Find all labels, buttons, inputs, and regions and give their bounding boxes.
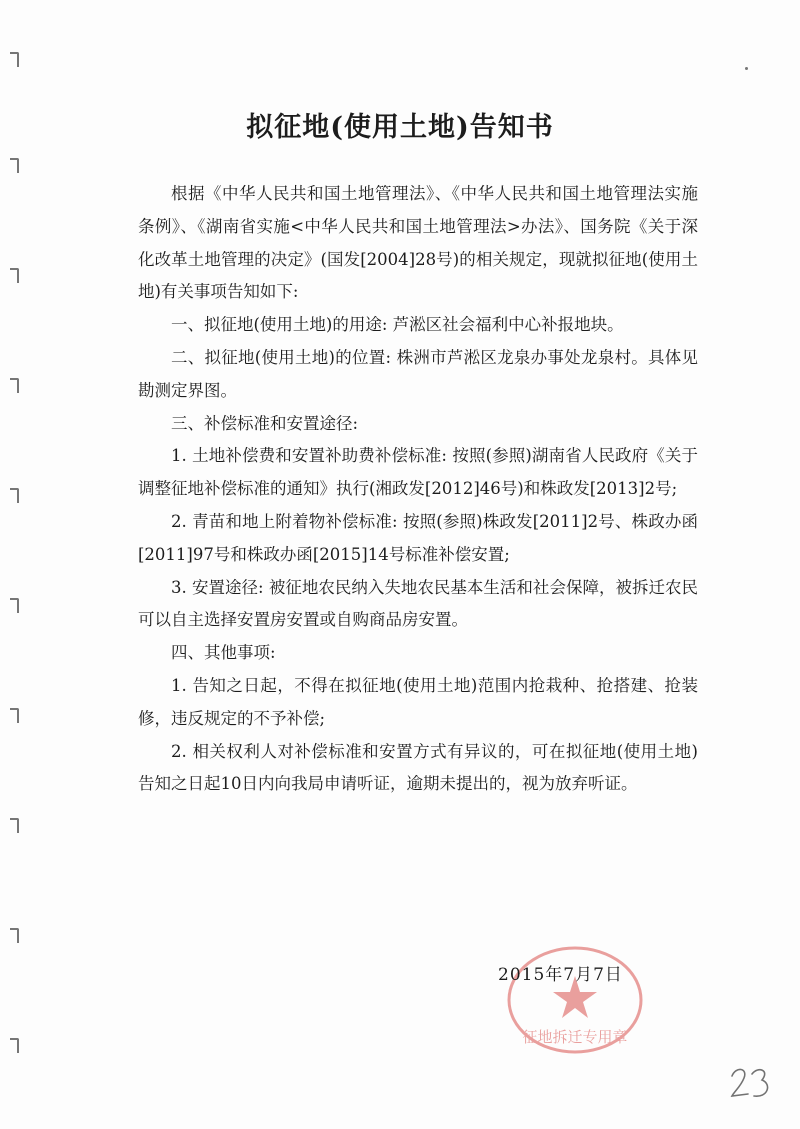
- section-4-item-2: 2. 相关权利人对补偿标准和安置方式有异议的，可在拟征地(使用土地)告知之日起10日内向我局申请听证，逾期未提出的，视为放弃听证。: [138, 741, 698, 794]
- section-3-item-2: 2. 青苗和地上附着物补偿标准: 按照(参照)株政发[2011]2号、株政办函[2011]97号和株政办函[2015]14号标准补偿安置;: [138, 511, 698, 564]
- binding-hole-mark: [10, 1038, 19, 1053]
- section-3-item-1: 1. 土地补偿费和安置补助费补偿标准: 按照(参照)湖南省人民政府《关于调整征地补偿标准的通知》执行(湘政发[2012]46号)和株政发[2013]2号;: [138, 446, 698, 499]
- document-body: [138, 178, 698, 801]
- scan-speck: [745, 67, 748, 70]
- intro-paragraph: 根据《中华人民共和国土地管理法》、《中华人民共和国土地管理法实施条例》、《湖南省实施<中华人民共和国土地管理法>办法》、国务院《关于深化改革土地管理的决定》(国发[2004]28号)的相关规定，现就拟征地(使用土地)有关事项告知如下:: [138, 184, 698, 302]
- binding-hole-mark: [10, 158, 19, 173]
- document-date: 2015年7月7日: [498, 965, 623, 985]
- binding-hole-mark: [10, 378, 19, 393]
- binding-hole-mark: [10, 818, 19, 833]
- binding-hole-mark: [10, 268, 19, 283]
- binding-hole-mark: [10, 488, 19, 503]
- binding-hole-mark: [10, 598, 19, 613]
- section-3-item-3: 3. 安置途径: 被征地农民纳入失地农民基本生活和社会保障，被拆迁农民可以自主选择安置房安置或自购商品房安置。: [138, 577, 698, 630]
- official-seal: [500, 938, 650, 1056]
- section-1-purpose: 一、拟征地(使用土地)的用途: 芦淞区社会福利中心补报地块。: [171, 315, 624, 335]
- section-3-heading: 三、补偿标准和安置途径:: [171, 413, 359, 433]
- handwritten-page-number: [728, 1062, 772, 1112]
- document-title: 拟征地(使用土地)告知书: [246, 112, 554, 143]
- binding-hole-mark: [10, 928, 19, 943]
- binding-hole-mark: [10, 708, 19, 723]
- section-2-location: 二、拟征地(使用土地)的位置: 株洲市芦淞区龙泉办事处龙泉村。具体见勘测定界图。: [138, 347, 698, 400]
- binding-hole-mark: [10, 52, 19, 67]
- section-4-heading: 四、其他事项:: [171, 643, 276, 663]
- seal-caption: 征地拆迁专用章: [522, 1028, 628, 1046]
- section-4-item-1: 1. 告知之日起，不得在拟征地(使用土地)范围内抢栽种、抢搭建、抢装修，违反规定的不予补偿;: [138, 675, 698, 728]
